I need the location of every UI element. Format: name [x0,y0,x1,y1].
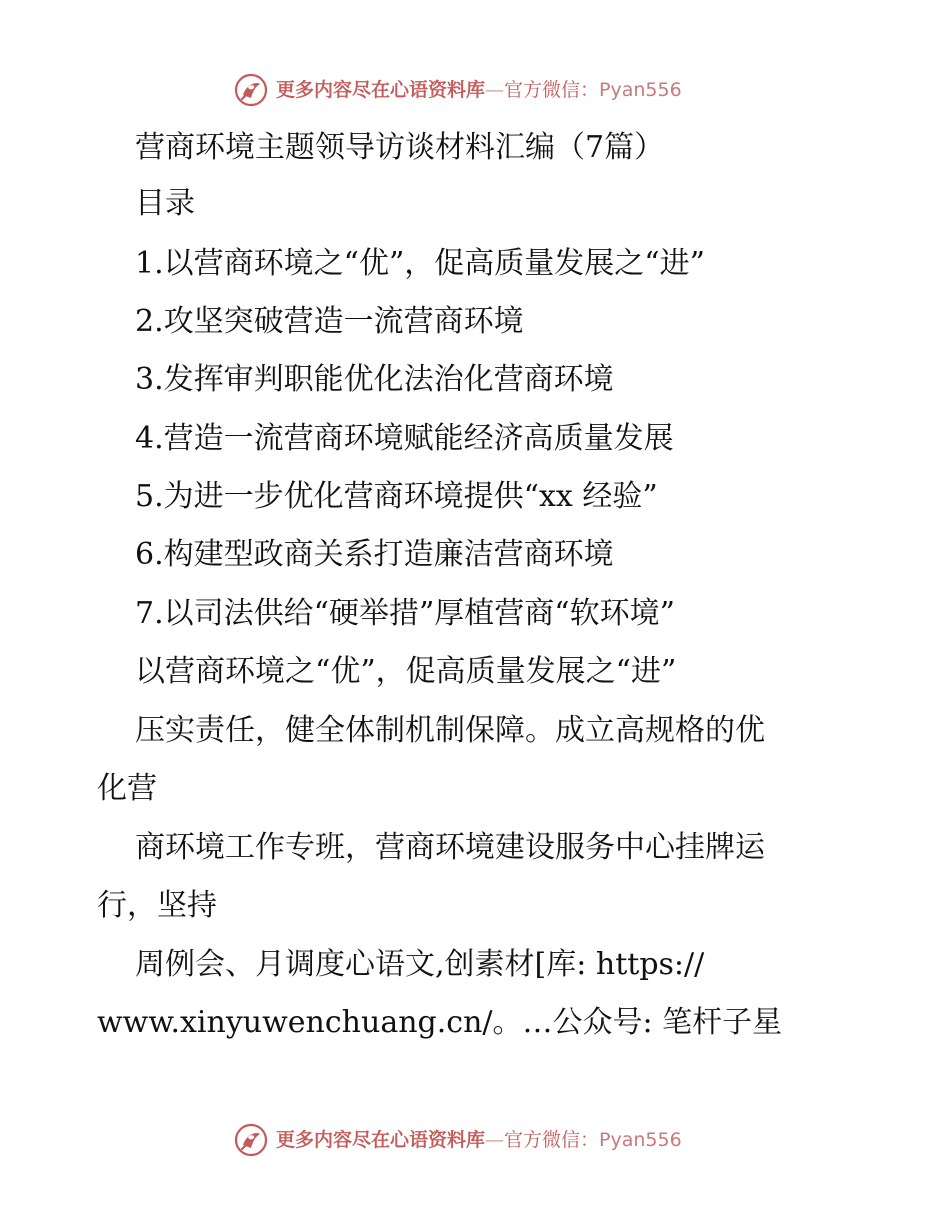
watermark-label: 官方微信： [504,78,600,101]
body-line: www.xinyuwenchuang.cn/。…公众号: 笔杆子星 [97,1005,783,1040]
body-line: 压实责任，健全体制机制保障。成立高规格的优 [135,713,765,748]
body-line: 行，坚持 [97,888,217,923]
watermark-main-text: 更多内容尽在心语资料库 [276,1128,486,1151]
rose-seal-icon [234,73,268,107]
watermark-separator: — [485,78,505,101]
watermark-main-text: 更多内容尽在心语资料库 [276,78,486,101]
toc-heading: 目录 [135,186,195,221]
watermark-banner-top [234,72,682,108]
watermark-wechat-id: Pyan556 [599,78,682,101]
toc-item: 6.构建型政商关系打造廉洁营商环境 [135,537,614,572]
toc-item: 5.为进一步优化营商环境提供“xx 经验” [135,479,658,514]
body-line: 商环境工作专班，营商环境建设服务中心挂牌运 [135,830,765,865]
body-line: 周例会、月调度心语文,创素材[库: https:// [135,947,705,982]
toc-item: 7.以司法供给“硬举措”厚植营商“软环境” [135,596,675,631]
body-line: 化营 [97,771,157,806]
toc-item: 4.营造一流营商环境赋能经济高质量发展 [135,421,674,456]
watermark-label: 官方微信： [504,1128,600,1151]
section-heading: 以营商环境之“优”，促高质量发展之“进” [135,654,677,689]
watermark-banner-bottom [234,1122,682,1158]
watermark-wechat-id: Pyan556 [599,1128,682,1151]
toc-item: 1.以营商环境之“优”，促高质量发展之“进” [135,246,705,281]
document-title: 营商环境主题领导访谈材料汇编（7篇） [135,130,665,165]
toc-item: 3.发挥审判职能优化法治化营商环境 [135,362,614,397]
toc-item: 2.攻坚突破营造一流营商环境 [135,304,524,339]
watermark-separator: — [485,1128,505,1151]
rose-seal-icon [234,1123,268,1157]
